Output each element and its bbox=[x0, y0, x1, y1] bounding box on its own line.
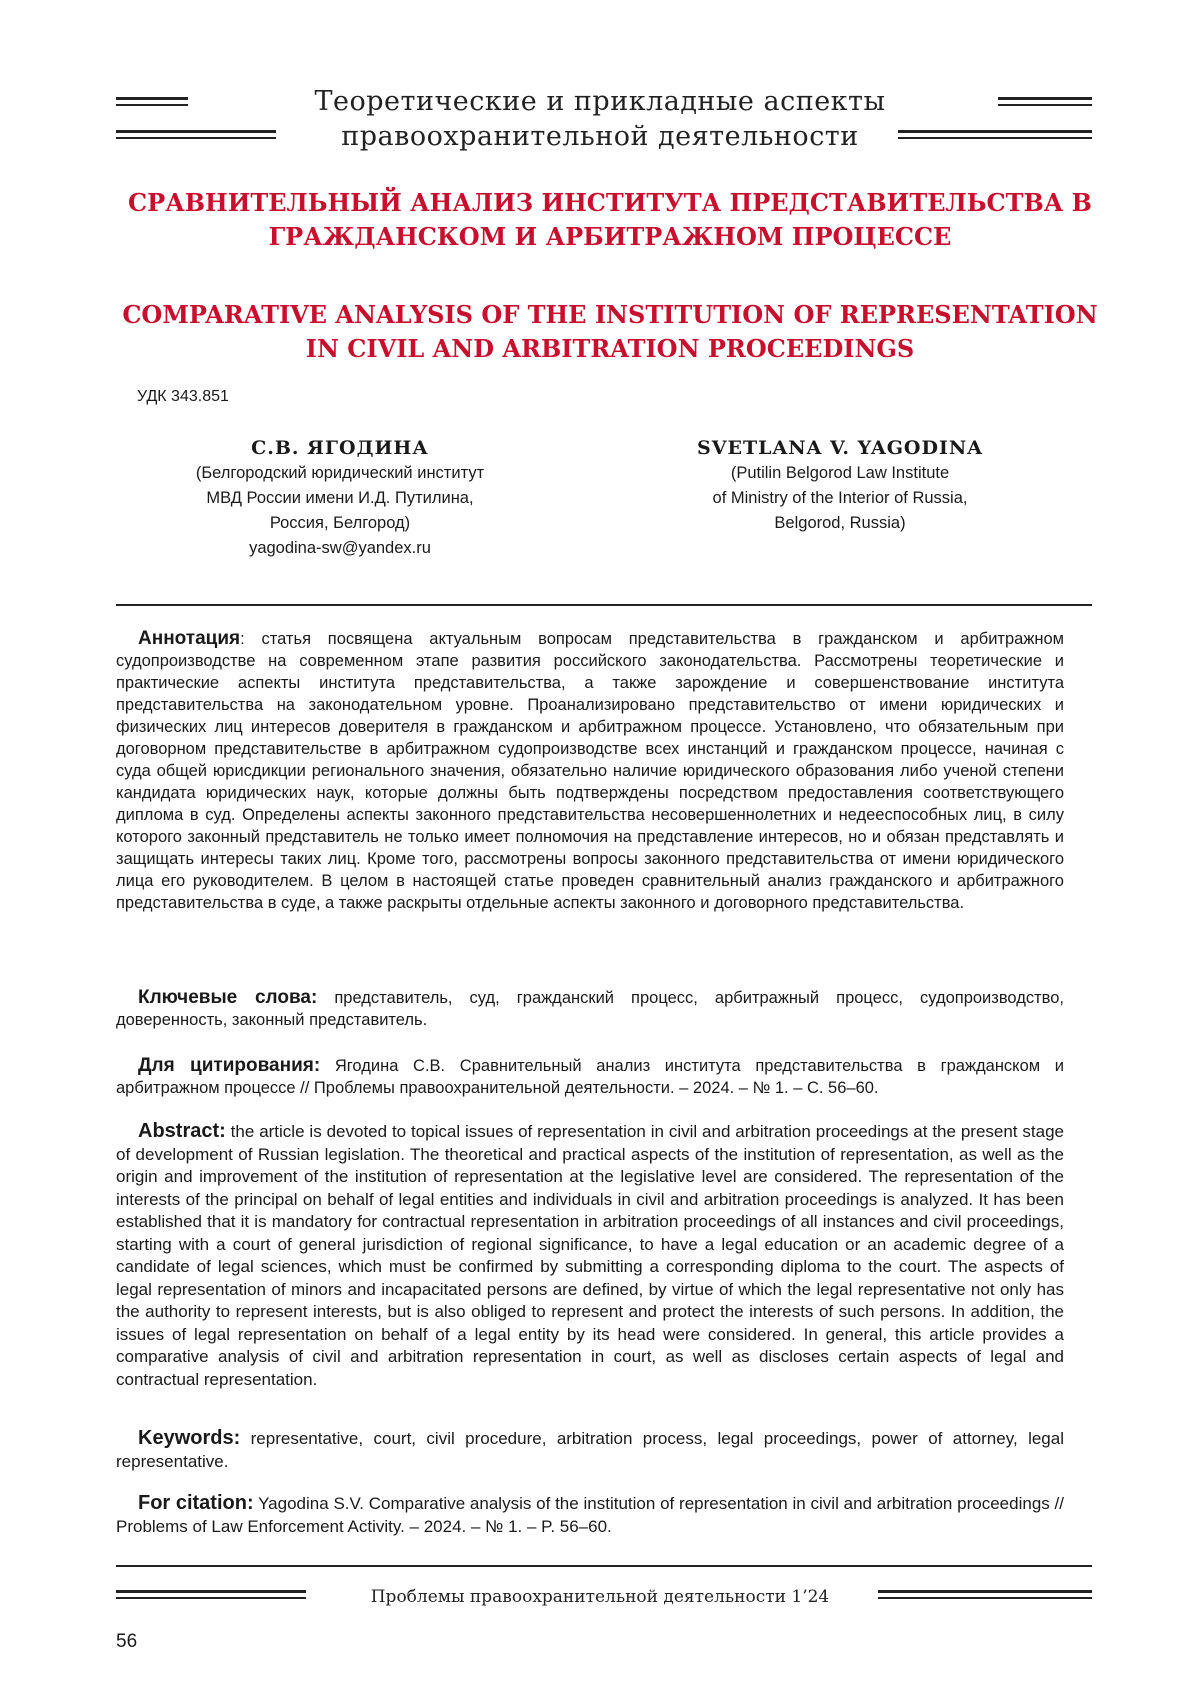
affiliation-line-1-en: (Putilin Belgorod Law Institute bbox=[730, 464, 950, 482]
citation-en bbox=[116, 1492, 1064, 1538]
affiliation-line-3-en: Belgorod, Russia) bbox=[774, 514, 906, 532]
author-block-en bbox=[630, 436, 1050, 536]
section-title-line-2: правоохранительной деятельности bbox=[341, 121, 859, 152]
author-block-ru bbox=[140, 436, 540, 561]
footer-journal-title: Проблемы правоохранительной деятельности 1’24 bbox=[370, 1587, 830, 1607]
divider-top bbox=[116, 604, 1092, 606]
abstract-en bbox=[116, 1120, 1064, 1391]
author-name-en: SVETLANA V. YAGODINA bbox=[697, 437, 983, 459]
keywords-ru bbox=[116, 987, 1064, 1031]
citation-ru bbox=[116, 1055, 1064, 1099]
article-title-en: COMPARATIVE ANALYSIS OF THE INSTITUTION OF REPRESENTATION IN CIVIL AND ARBITRATION PROCEEDINGS bbox=[122, 300, 1098, 363]
divider-bottom bbox=[116, 1565, 1092, 1567]
citation-en-label: For citation: bbox=[138, 1492, 254, 1514]
keywords-en-label: Keywords: bbox=[138, 1427, 241, 1449]
keywords-ru-text: представитель, суд, гражданский процесс, арбитражный процесс, судопроизводство, доверенность, законный представитель. bbox=[116, 989, 1064, 1029]
section-title-line-1: Теоретические и прикладные аспекты bbox=[314, 86, 886, 117]
abstract-text: the article is devoted to topical issues of representation in civil and arbitration proceedings at the present stage of development of Russian legislation. The theoretical and practical aspects of the institution of representation, as well as the origin and improvement of the institution of representation at the legislative level are considered. The representation of the interests of the principal on behalf of legal entities and individuals in civil and arbitration proceedings is analyzed. It has been established that it is mandatory for contractual representation in arbitration proceedings of all instances and civil proceedings, starting with a court of general jurisdiction of regional significance, to have a legal education or an academic degree of a candidate of legal sciences, which must be confirmed by submitting a corresponding diploma to the court. The aspects of legal representation of minors and incapacitated persons are defined, by virtue of which the legal representative not only has the authority to represent interests, but is also obliged to represent and protect the interests of such persons. In addition, the issues of legal representation on behalf of a legal entity by its head were considered. In general, this article provides a comparative analysis of civil and arbitration representation in court, as well as discloses certain aspects of legal and contractual representation. bbox=[116, 1122, 1064, 1389]
annotation-label: Аннотация bbox=[138, 628, 241, 649]
citation-en-text: Yagodina S.V. Comparative analysis of the institution of representation in civil and arbitration proceedings // Problems of Law Enforcement Activity. – 2024. – № 1. – P. 56–60. bbox=[116, 1494, 1064, 1536]
keywords-en bbox=[116, 1427, 1064, 1473]
affiliation-line-2-ru: МВД России имени И.Д. Путилина, bbox=[206, 489, 474, 507]
citation-ru-label: Для цитирования: bbox=[138, 1055, 321, 1076]
keywords-en-text: representative, court, civil procedure, arbitration process, legal proceedings, power of attorney, legal representative. bbox=[116, 1429, 1064, 1471]
author-name-ru: С.В. ЯГОДИНА bbox=[251, 437, 429, 459]
affiliation-line-2-en: of Ministry of the Interior of Russia, bbox=[712, 489, 968, 507]
article-title-ru: СРАВНИТЕЛЬНЫЙ АНАЛИЗ ИНСТИТУТА ПРЕДСТАВИТЕЛЬСТВА В ГРАЖДАНСКОМ И АРБИТРАЖНОМ ПРОЦЕССЕ bbox=[128, 188, 1092, 251]
author-email[interactable]: yagodina-sw@yandex.ru bbox=[249, 539, 431, 557]
affiliation-line-3-ru: Россия, Белгород) bbox=[269, 514, 411, 532]
affiliation-line-1-ru: (Белгородский юридический институт bbox=[195, 464, 485, 482]
annotation-text: : статья посвящена актуальным вопросам представительства в гражданском и арбитражном судопроизводстве на современном этапе развития российского законодательства. Рассмотрены теоретические и практические аспекты института представительства, а также зарождение и совершенствование института представительства на законодательном уровне. Проанализировано представительство от имени юридических и физических лиц интересов доверителя в гражданском и арбитражном процессе. Установлено, что обязательным при договорном представительстве в арбитражном судопроизводстве всех инстанций и гражданском процессе, начиная с суда общей юрисдикции регионального значения, обязательно наличие юридического образования либо ученой степени кандидата юридических наук, которые должны быть подтверждены посредством предоставления соответствующего диплома в суд. Определены аспекты законного представительства несовершеннолетних и недееспособных лиц, в силу которого законный представитель не только имеет полномочия на представление интересов, но и обязан представлять и защищать интересы таких лиц. Кроме того, рассмотрены вопросы законного представительства от имени юридического лица его руководителем. В целом в настоящей статье проведен сравнительный анализ гражданского и арбитражного представительства в суде, а также раскрыты отдельные аспекты законного и договорного представительства. bbox=[116, 630, 1064, 912]
udk-code: УДК 343.851 bbox=[137, 388, 229, 405]
keywords-ru-label: Ключевые слова: bbox=[138, 987, 318, 1008]
abstract-label: Abstract: bbox=[138, 1120, 226, 1142]
page-number: 56 bbox=[116, 1631, 138, 1652]
citation-ru-text: Ягодина С.В. Сравнительный анализ института представительства в гражданском и арбитражном процессе // Проблемы правоохранительной деятельности. – 2024. – № 1. – С. 56–60. bbox=[116, 1057, 1064, 1097]
annotation-ru bbox=[116, 628, 1064, 914]
journal-section-title bbox=[0, 84, 1200, 154]
